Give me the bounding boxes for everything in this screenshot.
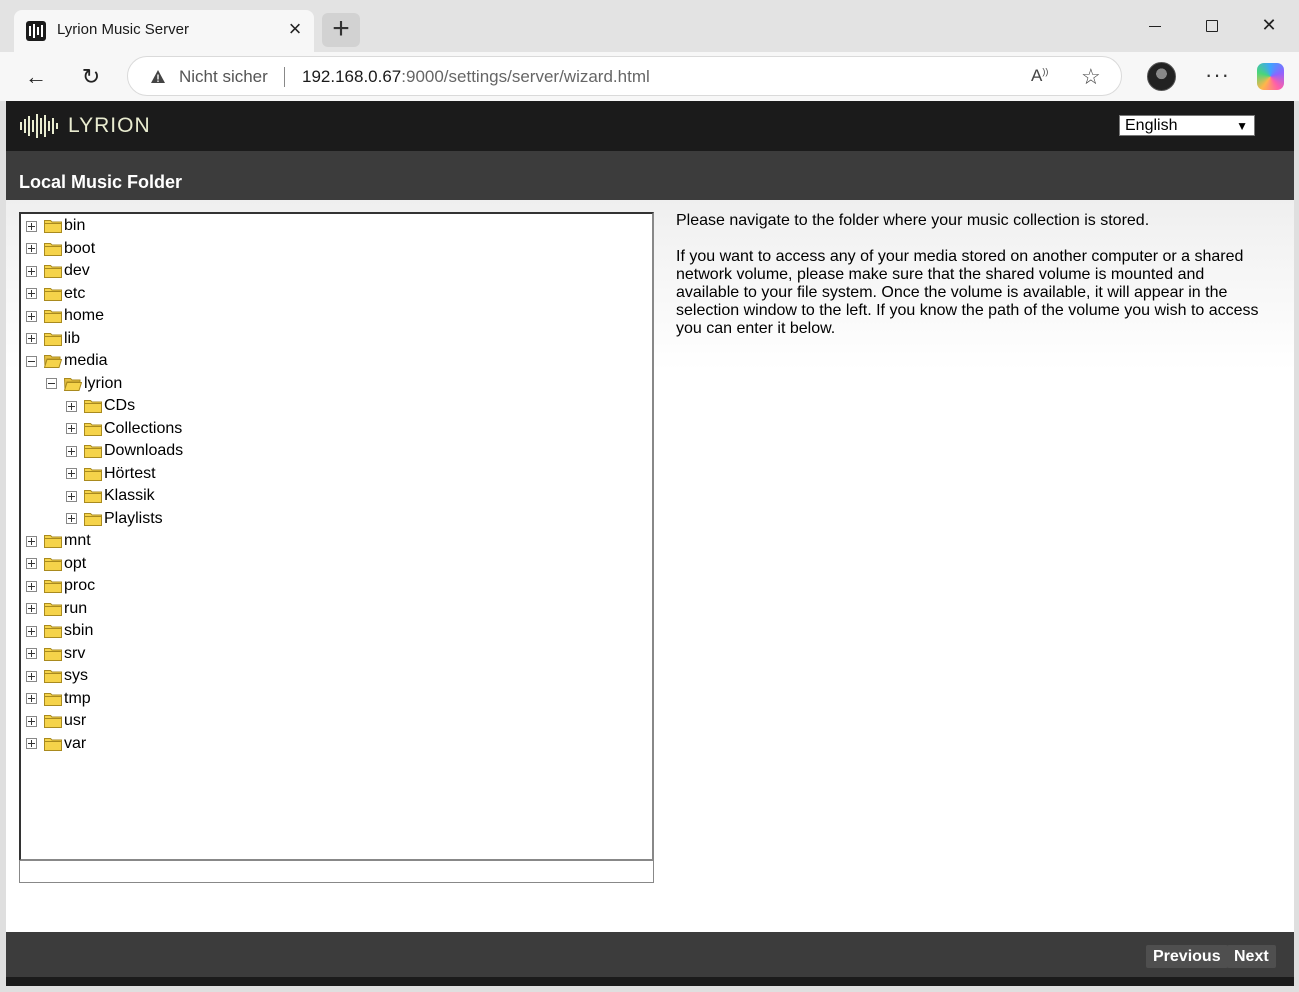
folder-icon bbox=[44, 669, 62, 683]
folder-icon bbox=[44, 714, 62, 728]
expand-icon[interactable] bbox=[26, 738, 37, 749]
app-header bbox=[6, 101, 1294, 151]
expand-icon[interactable] bbox=[26, 536, 37, 547]
tree-node-dev[interactable] bbox=[26, 260, 90, 282]
expand-icon[interactable] bbox=[66, 491, 77, 502]
tree-node-label: usr bbox=[64, 712, 87, 729]
tree-node-sbin[interactable] bbox=[26, 620, 93, 642]
expand-icon[interactable] bbox=[26, 581, 37, 592]
instructions-paragraph-2: If you want to access any of your media stored on another computer or a shared network volume, please make sure that the shared volume is mounted and available to your file system. Once the volume is available, it will appear in the selection window to the left. If you know the path of the volume you wish to access you can enter it below. bbox=[676, 248, 1259, 337]
tree-node-boot[interactable] bbox=[26, 238, 95, 260]
tree-node-lyrion[interactable] bbox=[46, 373, 122, 395]
expand-icon[interactable] bbox=[26, 333, 37, 344]
lyrion-favicon-icon bbox=[26, 21, 46, 41]
tree-node-playlists[interactable] bbox=[66, 508, 163, 530]
tree-node-label: Hörtest bbox=[104, 464, 156, 482]
window-close-button[interactable]: ✕ bbox=[1261, 15, 1277, 35]
expand-icon[interactable] bbox=[26, 243, 37, 254]
folder-icon bbox=[44, 557, 62, 571]
tree-node-tmp[interactable] bbox=[26, 688, 91, 710]
tree-node-label: srv bbox=[64, 644, 86, 662]
collapse-icon[interactable] bbox=[46, 378, 57, 389]
tree-node-cds[interactable] bbox=[66, 395, 135, 417]
tree-node-label: CDs bbox=[104, 397, 136, 414]
language-select[interactable] bbox=[1119, 115, 1255, 136]
tab-title: Lyrion Music Server bbox=[57, 21, 189, 38]
read-aloud-icon[interactable]: A)) bbox=[1031, 66, 1049, 85]
previous-button[interactable]: Previous bbox=[1146, 945, 1228, 968]
wizard-content bbox=[6, 200, 1294, 932]
folder-icon bbox=[84, 422, 102, 436]
url-separator bbox=[284, 67, 285, 87]
tree-node-home[interactable] bbox=[26, 305, 104, 327]
tree-node-hörtest[interactable] bbox=[66, 463, 156, 485]
tree-node-label: opt bbox=[64, 554, 87, 572]
expand-icon[interactable] bbox=[26, 648, 37, 659]
expand-icon[interactable] bbox=[26, 626, 37, 637]
expand-icon[interactable] bbox=[26, 603, 37, 614]
expand-icon[interactable] bbox=[66, 401, 77, 412]
waveform-icon bbox=[20, 113, 58, 139]
tree-node-mnt[interactable] bbox=[26, 530, 91, 552]
tree-node-srv[interactable] bbox=[26, 643, 85, 665]
page-title: Local Music Folder bbox=[19, 172, 183, 192]
tree-node-label: lyrion bbox=[84, 374, 123, 392]
tree-node-var[interactable] bbox=[26, 733, 86, 755]
folder-icon bbox=[44, 647, 62, 661]
tree-node-usr[interactable] bbox=[26, 710, 86, 732]
favorite-star-icon[interactable]: ☆ bbox=[1081, 64, 1101, 89]
folder-open-icon bbox=[64, 377, 82, 391]
folder-icon bbox=[44, 579, 62, 593]
expand-icon[interactable] bbox=[66, 468, 77, 479]
folder-icon bbox=[84, 467, 102, 481]
expand-icon[interactable] bbox=[66, 513, 77, 524]
tree-node-label: dev bbox=[64, 262, 90, 279]
tree-node-label: Downloads bbox=[104, 442, 184, 459]
tree-node-proc[interactable] bbox=[26, 575, 95, 597]
new-tab-button[interactable]: + bbox=[322, 13, 360, 47]
tree-node-bin[interactable] bbox=[26, 215, 85, 237]
tree-node-label: home bbox=[64, 307, 105, 324]
expand-icon[interactable] bbox=[66, 423, 77, 434]
folder-icon bbox=[44, 332, 62, 346]
tree-node-label: media bbox=[64, 352, 108, 369]
browser-tab[interactable] bbox=[14, 10, 314, 52]
web-page bbox=[6, 101, 1294, 986]
folder-icon bbox=[44, 692, 62, 706]
tree-node-label: etc bbox=[64, 284, 86, 302]
logo-text: LYRION bbox=[68, 114, 151, 137]
expand-icon[interactable] bbox=[26, 671, 37, 682]
profile-avatar[interactable] bbox=[1147, 62, 1176, 91]
browser-toolbar bbox=[0, 52, 1299, 101]
bottom-strip bbox=[6, 977, 1294, 986]
reload-icon[interactable]: ↻ bbox=[81, 64, 101, 89]
page-title-bar bbox=[6, 151, 1294, 200]
folder-icon bbox=[84, 444, 102, 458]
expand-icon[interactable] bbox=[26, 693, 37, 704]
not-secure-label[interactable]: Nicht sicher bbox=[179, 67, 268, 86]
url-host: 192.168.0.67 bbox=[302, 67, 402, 86]
expand-icon[interactable] bbox=[66, 446, 77, 457]
next-button[interactable]: Next bbox=[1227, 945, 1276, 968]
tree-node-label: var bbox=[64, 734, 87, 752]
expand-icon[interactable] bbox=[26, 288, 37, 299]
folder-icon bbox=[44, 309, 62, 323]
maximize-icon bbox=[1206, 20, 1218, 32]
tree-node-label: bin bbox=[64, 217, 86, 234]
lyrion-logo bbox=[20, 113, 151, 139]
expand-icon[interactable] bbox=[26, 311, 37, 322]
back-arrow-icon[interactable]: ← bbox=[25, 64, 47, 89]
tree-node-label: proc bbox=[64, 577, 96, 594]
url-text[interactable] bbox=[302, 67, 650, 87]
tree-node-label: boot bbox=[64, 239, 96, 257]
wizard-footer bbox=[6, 932, 1294, 977]
tree-node-label: sbin bbox=[64, 622, 94, 639]
folder-tree[interactable] bbox=[19, 212, 654, 861]
tree-node-label: Klassik bbox=[104, 487, 155, 504]
folder-icon bbox=[44, 737, 62, 751]
tree-node-klassik[interactable] bbox=[66, 485, 155, 507]
tree-node-label: sys bbox=[64, 667, 88, 684]
folder-icon bbox=[44, 219, 62, 233]
tree-node-opt[interactable] bbox=[26, 553, 86, 575]
expand-icon[interactable] bbox=[26, 558, 37, 569]
folder-icon bbox=[44, 624, 62, 638]
tree-node-label: run bbox=[64, 599, 88, 617]
tree-node-media[interactable] bbox=[26, 350, 108, 372]
tree-node-collections[interactable] bbox=[66, 418, 182, 440]
expand-icon[interactable] bbox=[26, 716, 37, 727]
minimize-icon bbox=[1149, 26, 1161, 27]
folder-path-input[interactable] bbox=[19, 860, 654, 883]
instructions bbox=[676, 212, 1266, 356]
folder-icon bbox=[44, 242, 62, 256]
folder-icon bbox=[84, 399, 102, 413]
maximize-button[interactable] bbox=[1192, 10, 1232, 40]
tree-node-lib[interactable] bbox=[26, 328, 80, 350]
browser-tab-strip bbox=[0, 0, 1299, 52]
folder-icon bbox=[84, 512, 102, 526]
copilot-icon[interactable] bbox=[1257, 63, 1284, 90]
folder-icon bbox=[44, 287, 62, 301]
collapse-icon[interactable] bbox=[26, 356, 37, 367]
more-menu-icon[interactable]: ··· bbox=[1205, 62, 1230, 87]
tree-node-sys[interactable] bbox=[26, 665, 88, 687]
tree-node-label: mnt bbox=[64, 532, 91, 549]
address-bar[interactable] bbox=[127, 56, 1122, 96]
tree-node-etc[interactable] bbox=[26, 283, 85, 305]
expand-icon[interactable] bbox=[26, 221, 37, 232]
tree-node-downloads[interactable] bbox=[66, 440, 183, 462]
instructions-paragraph-1: Please navigate to the folder where your music collection is stored. bbox=[676, 212, 1150, 229]
tab-close-icon[interactable]: × bbox=[288, 16, 302, 41]
expand-icon[interactable] bbox=[26, 266, 37, 277]
folder-icon bbox=[44, 602, 62, 616]
language-select-value: English bbox=[1125, 117, 1178, 134]
folder-icon bbox=[44, 534, 62, 548]
tree-node-label: tmp bbox=[64, 689, 91, 707]
warning-icon bbox=[150, 69, 166, 85]
folder-icon bbox=[84, 489, 102, 503]
tree-node-run[interactable] bbox=[26, 598, 87, 620]
chevron-down-icon: ▼ bbox=[1236, 119, 1248, 133]
folder-open-icon bbox=[44, 354, 62, 368]
tree-node-label: Collections bbox=[104, 419, 183, 437]
folder-icon bbox=[44, 264, 62, 278]
tree-node-label: Playlists bbox=[104, 509, 163, 527]
minimize-button[interactable] bbox=[1135, 10, 1175, 40]
url-path: :9000/settings/server/wizard.html bbox=[401, 67, 650, 86]
tree-node-label: lib bbox=[64, 329, 81, 347]
